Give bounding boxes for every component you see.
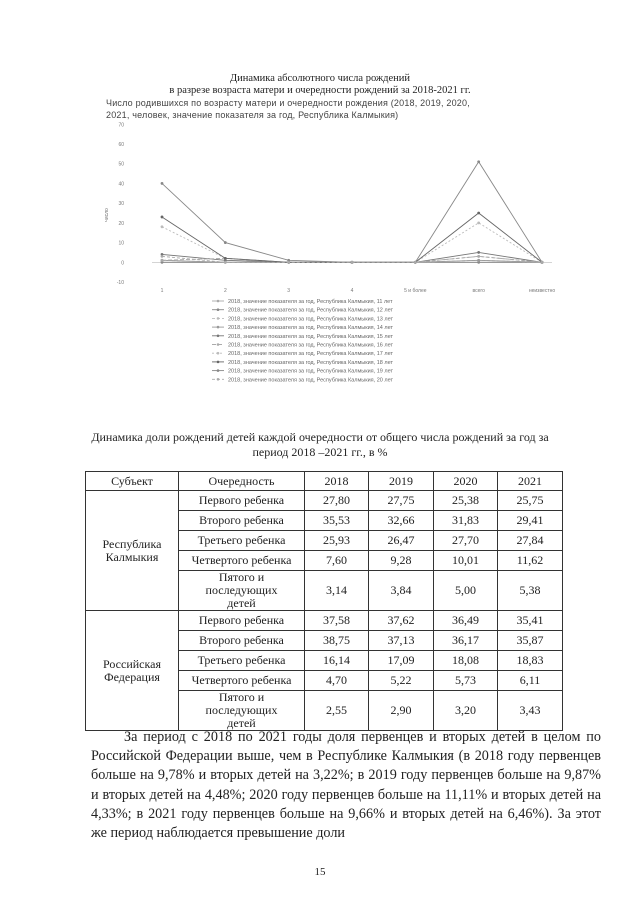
order-cell: Второго ребенка [179,511,305,531]
legend-marker [217,326,220,329]
value-cell: 26,47 [369,531,434,551]
legend-marker [217,378,220,381]
chart-series [161,160,544,263]
data-point [161,216,164,219]
x-tick-label: всего [472,288,485,294]
legend-entry: 2018, значение показателя за год, Республика Калмыкия, 16 лет [228,342,393,349]
legend-marker [217,352,220,355]
value-cell: 35,53 [305,511,369,531]
value-cell: 18,08 [434,651,498,671]
header-2020: 2020 [434,472,498,491]
value-cell: 4,70 [305,671,369,691]
order-cell: Третьего ребенка [179,531,305,551]
header-subject: Субъект [86,472,179,491]
value-cell: 37,58 [305,611,369,631]
value-cell: 2,55 [305,691,369,731]
subject-cell: Республика Калмыкия [86,491,179,611]
page-number: 15 [314,866,326,878]
order-cell: Первого ребенка [179,491,305,511]
subject-cell: Российская Федерация [86,611,179,731]
birth-order-table [85,471,563,731]
line-chart [0,0,640,400]
legend-marker [217,361,220,364]
header-2019: 2019 [369,472,434,491]
legend-marker [217,335,220,338]
y-tick-label: 70 [118,122,124,129]
header-2018: 2018 [305,472,369,491]
y-tick-label: 0 [121,260,124,267]
data-point [351,261,354,264]
value-cell: 27,84 [498,531,563,551]
legend-entry: 2018, значение показателя за год, Республика Калмыкия, 14 лет [228,325,393,332]
table-body [86,491,563,731]
value-cell: 36,17 [434,631,498,651]
data-point [224,257,227,260]
value-cell: 31,83 [434,511,498,531]
value-cell: 27,75 [369,491,434,511]
value-cell: 16,14 [305,651,369,671]
order-cell: Пятого и последующих детей [179,571,305,611]
y-tick-label: 20 [118,220,124,227]
value-cell: 10,01 [434,551,498,571]
value-cell: 36,49 [434,611,498,631]
y-axis-label: число [104,208,110,222]
value-cell: 32,66 [369,511,434,531]
chart-subtitle-line2: 2021, человек, значение показателя за год, Республика Калмыкия) [106,110,399,120]
series-line [162,213,542,262]
legend-entry: 2018, значение показателя за год, Республика Калмыкия, 18 лет [228,359,393,366]
body-paragraph: За период с 2018 по 2021 годы доля первенцев и вторых детей в целом по Российской Федерации выше, чем в Республике Калмыкия (в 2018 году первенцев больше на 9,78% и вторых детей на 3,22%; в 2019 году первенцев больше на 9,87% и вторых детей на 4,48%; 2020 году первенцев больше на 11,11% и вторых детей на 4,33%; в 2021 году первенцев больше на 9,66% и вторых детей на 6,46%). За этот же период наблюдается превышение доли [91,729,601,842]
legend-entry: 2018, значение показателя за год, Республика Калмыкия, 11 лет [228,299,393,305]
legend-entry: 2018, значение показателя за год, Республика Калмыкия, 15 лет [228,333,393,340]
value-cell: 7,60 [305,551,369,571]
data-point [287,261,290,264]
y-tick-label: 40 [118,181,124,188]
y-tick-label: 10 [118,240,124,247]
value-cell: 5,00 [434,571,498,611]
value-cell: 35,87 [498,631,563,651]
y-tick-label: 30 [118,201,124,208]
value-cell: 37,13 [369,631,434,651]
value-cell: 5,22 [369,671,434,691]
value-cell: 27,80 [305,491,369,511]
value-cell: 25,38 [434,491,498,511]
value-cell: 37,62 [369,611,434,631]
value-cell: 5,38 [498,571,563,611]
legend-entry: 2018, значение показателя за год, Республика Калмыкия, 17 лет [228,351,393,358]
value-cell: 29,41 [498,511,563,531]
chart-subtitle-line1: Число родившихся по возрасту матери и очередности рождения (2018, 2019, 2020, [106,98,470,108]
legend-entry: 2018, значение показателя за год, Республика Калмыкия, 20 лет [228,377,393,384]
order-cell: Пятого и последующих детей [179,691,305,731]
data-point [477,255,480,258]
data-point [477,212,480,215]
legend-entry: 2018, значение показателя за год, Республика Калмыкия, 13 лет [228,316,393,323]
value-cell: 3,20 [434,691,498,731]
data-point [161,225,164,228]
value-cell: 3,43 [498,691,563,731]
x-tick-label: 3 [287,288,291,294]
value-cell: 3,14 [305,571,369,611]
table-header-row [86,472,563,491]
legend-marker [217,308,220,311]
legend-marker [217,317,220,320]
header-2021: 2021 [498,472,563,491]
order-cell: Третьего ребенка [179,651,305,671]
value-cell: 3,84 [369,571,434,611]
value-cell: 17,09 [369,651,434,671]
value-cell: 27,70 [434,531,498,551]
x-tick-label: 4 [350,288,354,294]
x-tick-label: 5 и более [404,288,427,294]
value-cell: 18,83 [498,651,563,671]
order-cell: Четвертого ребенка [179,551,305,571]
x-tick-label: 1 [160,288,164,294]
y-tick-label: -10 [116,280,124,286]
chart-axes [104,122,555,294]
data-point [477,251,480,254]
value-cell: 11,62 [498,551,563,571]
series-line [162,162,542,263]
chart-title-line2: в разрезе возраста матери и очередности рождений за 2018-2021 гг. [169,85,471,96]
header-order: Очередность [179,472,305,491]
data-point [224,261,227,264]
table-row [86,491,563,511]
order-cell: Первого ребенка [179,611,305,631]
order-cell: Второго ребенка [179,631,305,651]
series-line [162,223,542,262]
data-point [161,255,164,258]
value-cell: 25,93 [305,531,369,551]
data-point [161,182,164,185]
table-title-line2: период 2018 –2021 гг., в % [252,445,388,459]
value-cell: 6,11 [498,671,563,691]
data-point [541,261,544,264]
value-cell: 2,90 [369,691,434,731]
chart-title-line1: Динамика абсолютного числа рождений [229,73,411,84]
legend-marker [217,343,220,346]
table-title-line1: Динамика доли рождений детей каждой очередности от общего числа рождений за год за [91,430,549,444]
value-cell: 35,41 [498,611,563,631]
order-cell: Четвертого ребенка [179,671,305,691]
data-point [414,261,417,264]
y-tick-label: 60 [118,142,124,148]
value-cell: 5,73 [434,671,498,691]
value-cell: 25,75 [498,491,563,511]
y-tick-label: 50 [118,161,124,168]
data-point [477,160,480,163]
value-cell: 9,28 [369,551,434,571]
data-point [477,259,480,262]
table-row [86,611,563,631]
data-point [161,259,164,262]
legend-marker [217,369,220,372]
data-point [224,241,227,244]
legend-entry: 2018, значение показателя за год, Республика Калмыкия, 19 лет [228,368,393,375]
legend-entry: 2018, значение показателя за год, Республика Калмыкия, 12 лет [228,307,393,314]
legend-marker [217,300,220,303]
value-cell: 38,75 [305,631,369,651]
chart-legend [212,299,393,383]
data-point [477,221,480,224]
x-tick-label: неизвестно [528,288,556,294]
x-tick-label: 2 [223,288,227,294]
